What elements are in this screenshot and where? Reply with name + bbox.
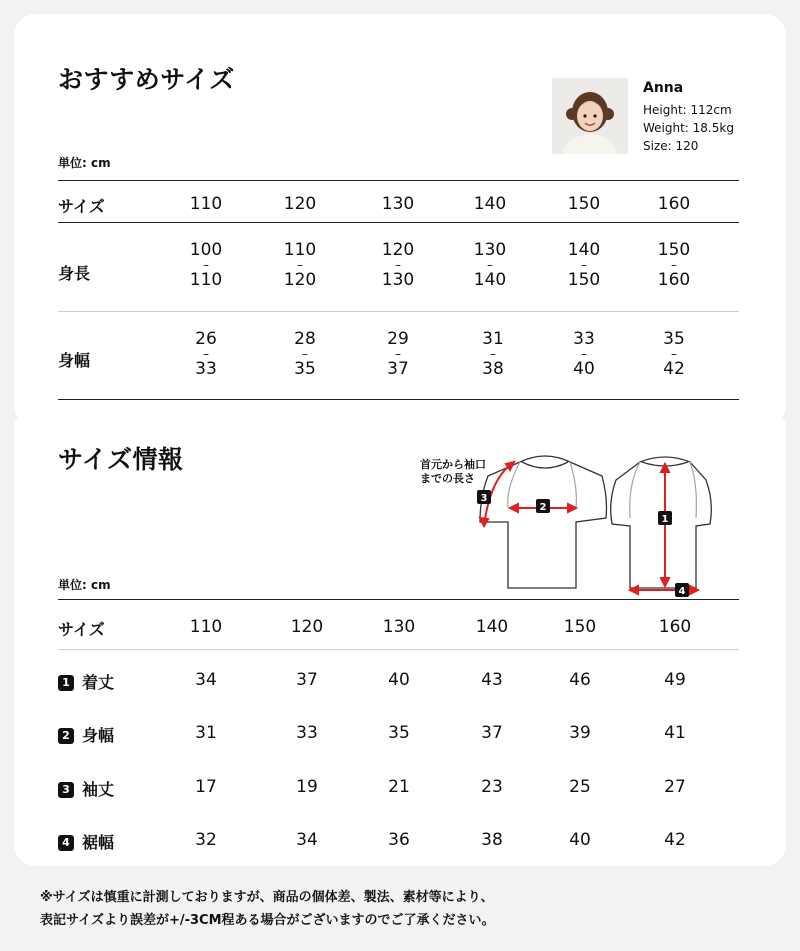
size-row-label: サイズ [58,620,105,639]
height-range: 110 – 120 [283,240,317,290]
size-150: 150 [563,617,597,637]
table-cell: 40 [388,670,410,690]
svg-text:4: 4 [678,586,686,597]
size-120: 120 [290,617,324,637]
width-range: 28 – 35 [294,329,316,379]
measure-row-label: 3 袖丈 [58,777,114,800]
width-range: 33 – 40 [573,329,595,379]
height-range: 120 – 130 [381,240,415,290]
height-range: 130 – 140 [473,240,507,290]
sleeve-length-note: 首元から袖口 までの長さ [420,458,486,485]
number-1-icon: 1 [58,675,74,691]
table-cell: 39 [569,723,591,743]
number-2-icon: 2 [58,728,74,744]
tshirt-measurement-diagram [470,448,730,598]
unit-label: 単位: cm [58,578,111,592]
size-140: 140 [473,194,507,214]
table-cell: 19 [296,777,318,797]
table-cell: 46 [569,670,591,690]
table-cell: 17 [195,777,217,797]
row-divider [58,311,739,312]
table-cell: 27 [664,777,686,797]
height-row-label: 身長 [58,264,91,283]
measure-row-label: 1 着丈 [58,670,114,693]
width-range: 31 – 38 [482,329,504,379]
width-range: 26 – 33 [195,329,217,379]
table-cell: 40 [569,830,591,850]
measure-row-label: 2 身幅 [58,723,114,746]
row-divider [58,222,739,223]
model-height: Height: 112cm [643,103,732,117]
width-row-label: 身幅 [58,351,91,370]
number-4-icon: 4 [58,835,74,851]
table-cell: 23 [481,777,503,797]
unit-label: 単位: cm [58,156,111,170]
size-160: 160 [658,617,692,637]
table-cell: 25 [569,777,591,797]
table-top-rule [58,180,739,181]
table-cell: 34 [195,670,217,690]
recommended-title: おすすめサイズ [58,65,235,94]
height-range: 100 – 110 [189,240,223,290]
size-140: 140 [475,617,509,637]
size-160: 160 [657,194,691,214]
size-120: 120 [283,194,317,214]
size-130: 130 [381,194,415,214]
size-info-title: サイズ情報 [58,445,184,474]
svg-text:1: 1 [661,514,669,525]
model-name: Anna [643,80,684,96]
size-150: 150 [567,194,601,214]
size-110: 110 [189,617,223,637]
table-cell: 32 [195,830,217,850]
width-range: 35 – 42 [663,329,685,379]
svg-text:3: 3 [480,493,488,504]
table-cell: 43 [481,670,503,690]
height-range: 140 – 150 [567,240,601,290]
model-size: Size: 120 [643,139,699,153]
table-cell: 21 [388,777,410,797]
svg-text:2: 2 [539,502,547,513]
width-range: 29 – 37 [387,329,409,379]
tshirt-front-icon [480,456,607,588]
table-cell: 34 [296,830,318,850]
size-row-label: サイズ [58,197,105,216]
table-cell: 31 [195,723,217,743]
size-130: 130 [382,617,416,637]
row-divider [58,649,739,650]
size-110: 110 [189,194,223,214]
table-cell: 41 [664,723,686,743]
height-range: 150 – 160 [657,240,691,290]
table-cell: 33 [296,723,318,743]
table-bottom-rule [58,399,739,400]
table-cell: 38 [481,830,503,850]
table-cell: 49 [664,670,686,690]
table-cell: 42 [664,830,686,850]
model-photo [552,78,628,154]
child-portrait-image [552,78,628,154]
model-weight: Weight: 18.5kg [643,121,734,135]
footnote-line-2: 表記サイズより誤差が+/-3CM程ある場合がございますのでご了承ください。 [40,913,495,928]
measure-row-label: 4 裾幅 [58,830,114,853]
table-cell: 36 [388,830,410,850]
table-cell: 35 [388,723,410,743]
table-cell: 37 [481,723,503,743]
table-cell: 37 [296,670,318,690]
number-3-icon: 3 [58,782,74,798]
table-top-rule [58,599,739,600]
footnote-line-1: ※サイズは慎重に計測しておりますが、商品の個体差、製法、素材等により、 [40,890,494,905]
